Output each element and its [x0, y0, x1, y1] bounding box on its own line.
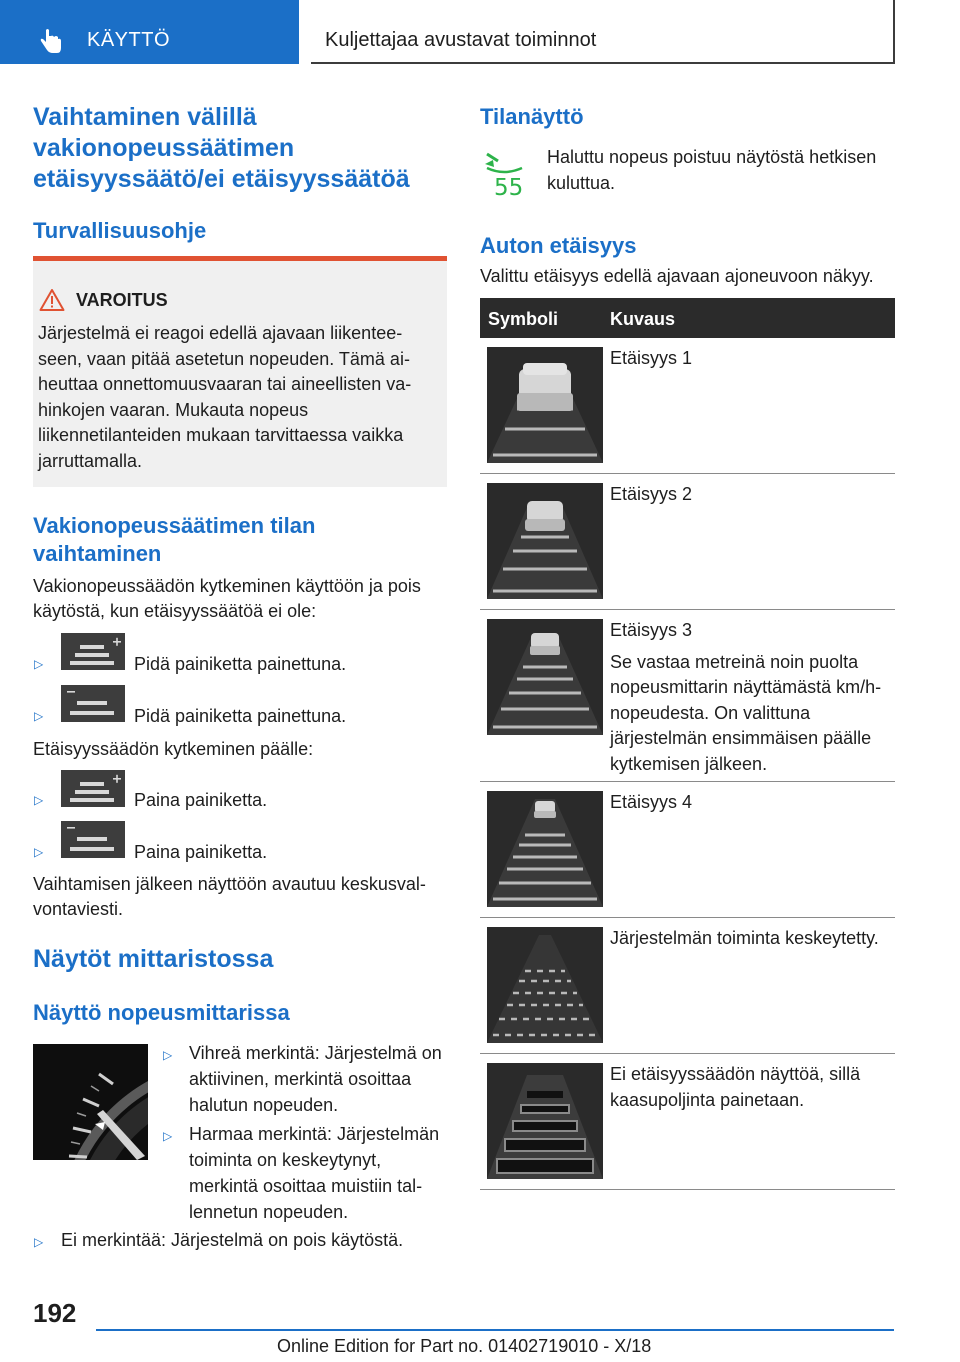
distance-2-graphic — [487, 483, 603, 599]
distance-minus-button-image — [61, 685, 125, 722]
distance-4-graphic — [487, 791, 603, 907]
footer-divider — [96, 1329, 894, 1331]
table-row — [480, 918, 895, 1054]
row-title: Etäisyys 1 — [610, 348, 693, 368]
speedometer-heading: Näyttö nopeusmittarissa — [33, 1000, 290, 1025]
chapter-label: KÄYTTÖ — [87, 29, 171, 51]
accelerator-pressed-symbol — [487, 1063, 603, 1179]
distance-1-symbol — [487, 347, 603, 463]
bullet-triangle-icon: ▷ — [163, 1129, 173, 1143]
vehicle-distance-heading: Auton etäisyys — [480, 233, 637, 258]
step-text: Paina painiketta. — [134, 842, 268, 862]
distance-2-symbol — [487, 483, 603, 599]
after-switch-text: Vaihtamisen jälkeen näyttöön avautuu keskusvalvontaviesti. — [33, 874, 426, 919]
system-interrupted-symbol — [487, 927, 603, 1043]
table-row — [480, 610, 895, 782]
bullet-triangle-icon: ▷ — [34, 709, 44, 723]
row-title: Etäisyys 2 — [610, 484, 693, 504]
speedo-item-green: Vihreä merkintä: Järjestelmä on aktiivinen, merkintä osoittaa halutun nopeuden. — [189, 1043, 442, 1115]
set-speed-value: 55 — [494, 175, 524, 198]
speedo-item-none: Ei merkintää: Järjestelmä on pois käytöstä. — [61, 1230, 404, 1250]
footer-edition: Online Edition for Part no. 01402719010 - X/18 — [277, 1336, 652, 1356]
row-detail-text: Se vastaa metreinä noin puolta nopeusmittarin näyttämästä km/h-nopeudesta. On valittuna järjestelmän ensimmäisen päälle kytkemisen jälkeen. — [610, 651, 882, 774]
row-title: Järjestelmän toiminta keskeytetty. — [610, 928, 879, 948]
table-row — [480, 782, 895, 918]
distance-1-graphic — [487, 347, 603, 463]
distance-minus-icon — [61, 821, 125, 858]
table-row — [480, 1054, 895, 1190]
bullet-triangle-icon: ▷ — [34, 845, 44, 859]
speedometer-image — [33, 1044, 148, 1160]
table-row — [480, 474, 895, 610]
bullet-triangle-icon: ▷ — [34, 657, 44, 671]
cruise-control-intro: Vakionopeussäädön kytkeminen käyttöön ja pois käytöstä, kun etäisyyssäätöä ei ole: — [33, 576, 421, 621]
set-speed-indicator-icon — [484, 150, 524, 198]
chapter-tab[interactable] — [0, 0, 299, 64]
table-row — [480, 338, 895, 474]
safety-heading: Turvallisuusohje — [33, 218, 207, 243]
distance-plus-icon — [61, 633, 125, 670]
distance-intro: Etäisyyssäädön kytkeminen päälle: — [33, 739, 314, 759]
bullet-triangle-icon: ▷ — [163, 1048, 173, 1062]
section-header — [311, 0, 895, 64]
displays-heading: Näytöt mittaristossa — [33, 945, 274, 973]
row-title: Ei etäisyyssäädön näyttöä, sillä kaasupoljinta painetaan. — [610, 1064, 861, 1110]
warning-title: VAROITUS — [76, 290, 168, 310]
speedometer-graphic — [33, 1044, 148, 1160]
hand-icon — [38, 28, 64, 54]
cruise-control-heading: Vakionopeussäätimen tilan vaihtaminen — [33, 513, 316, 566]
vehicle-distance-desc: Valittu etäisyys edellä ajavaan ajoneuvoon näkyy. — [480, 266, 874, 286]
distance-4-symbol — [487, 791, 603, 907]
row-title — [610, 618, 895, 777]
section-title: Kuljettajaa avustavat toiminnot — [325, 29, 597, 51]
row-title-text: Etäisyys 3 — [610, 620, 693, 640]
status-display-heading: Tilanäyttö — [480, 104, 584, 129]
warning-triangle-icon — [39, 288, 65, 312]
system-interrupted-graphic — [487, 927, 603, 1043]
speedo-item-grey: Harmaa merkintä: Järjestelmän toiminta on keskeytynyt, merkintä osoittaa muistiin tallennetun nopeuden. — [189, 1124, 440, 1222]
distance-3-symbol — [487, 619, 603, 735]
table-header — [480, 298, 895, 338]
page-number: 192 — [33, 1298, 77, 1328]
warning-box — [33, 256, 447, 487]
table-header-description: Kuvaus — [610, 309, 676, 329]
distance-3-graphic — [487, 619, 603, 735]
step-text: Paina painiketta. — [134, 790, 268, 810]
distance-plus-button-image — [61, 633, 125, 670]
warning-text: Järjestelmä ei reagoi edellä ajavaan liikenteeseen, vaan pitää asetetun nopeuden. Tämä aiheuttaa onnettomuusvaaran tai aineellisten vahinkojen vaaran. Mukauta nopeus liikennetilanteiden mukaan tarvittaessa vaikka jarruttamalla. — [38, 323, 412, 471]
bullet-triangle-icon: ▷ — [34, 793, 44, 807]
main-heading: Vaihtaminen välillä vakionopeussäätimen etäisyyssäätö/ei etäisyyssäätöä — [33, 103, 410, 193]
distance-minus-icon — [61, 685, 125, 722]
distance-plus-icon — [61, 770, 125, 807]
bullet-triangle-icon: ▷ — [34, 1235, 44, 1249]
row-title: Etäisyys 4 — [610, 792, 693, 812]
status-display-text: Haluttu nopeus poistuu näytöstä hetkisen kuluttua. — [547, 147, 877, 193]
distance-minus-button-image — [61, 821, 125, 858]
accelerator-pressed-graphic — [487, 1063, 603, 1179]
step-text: Pidä painiketta painettuna. — [134, 654, 347, 674]
distance-plus-button-image — [61, 770, 125, 807]
table-header-symbol: Symboli — [488, 309, 559, 329]
step-text: Pidä painiketta painettuna. — [134, 706, 347, 726]
